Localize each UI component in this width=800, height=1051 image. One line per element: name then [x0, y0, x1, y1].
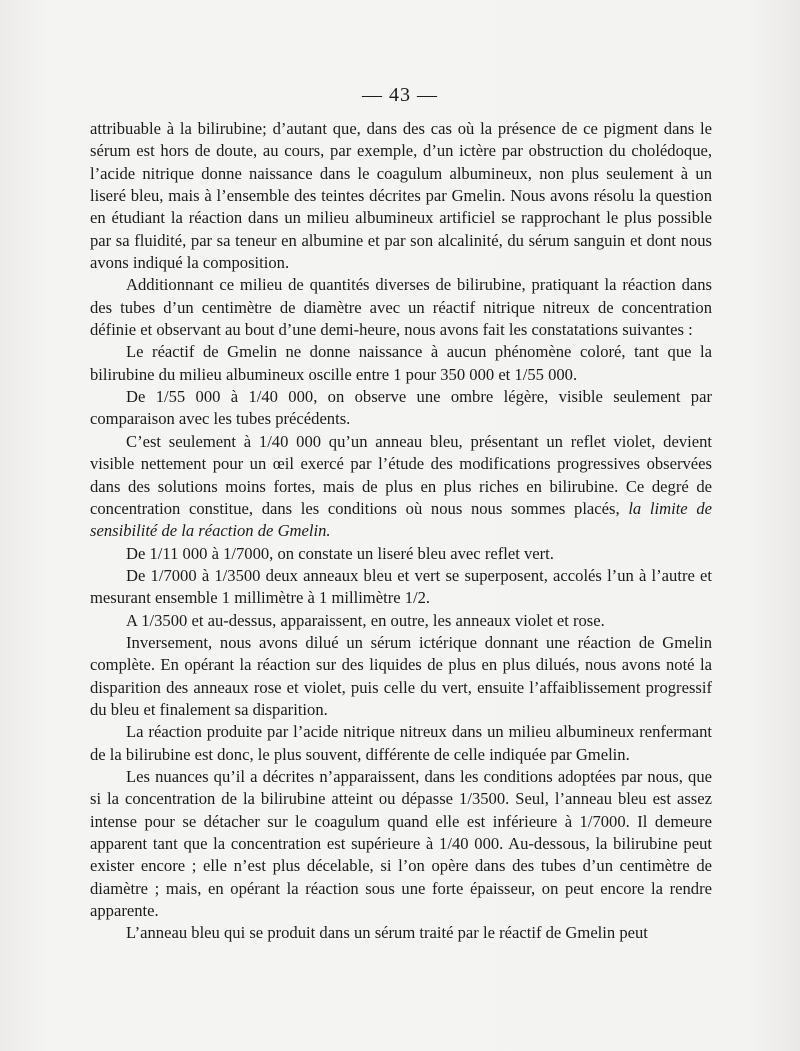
italic-emphasis: la limite de sensibilité de la réaction de Gmelin. — [90, 498, 713, 541]
paragraph: Le réactif de Gmelin ne donne naissance à aucun phénomène coloré, tant que la bilirubine du milieu albumineux oscille entre 1 pour 350 000 et 1/55 000. — [90, 342, 712, 384]
page-number: — 43 — — [362, 84, 438, 106]
paragraph: La réaction produite par l’acide nitrique nitreux dans un milieu albumineux renfermant de la bilirubine est donc, le plus souvent, différente de celle indiquée par Gmelin. — [90, 722, 712, 764]
paragraph: De 1/7000 à 1/3500 deux anneaux bleu et vert se superposent, accolés l’un à l’autre et mesurant ensemble 1 millimètre à 1 millimètre 1/2. — [90, 565, 712, 608]
paragraph: A 1/3500 et au-dessus, apparaissent, en outre, les anneaux violet et rose. — [126, 610, 605, 630]
paragraph: Inversement, nous avons dilué un sérum ictérique donnant une réaction de Gmelin complète. En opérant la réaction sur des liquides de plus en plus dilués, nous avons noté la disparition des anneaux rose et violet, puis celle du vert, ensuite l’affaiblissement progressif du bleu et finalement sa disparition. — [90, 632, 712, 719]
paragraph: De 1/55 000 à 1/40 000, on observe une ombre légère, visible seulement par comparaison avec les tubes précédents. — [90, 387, 712, 429]
paragraph: C’est seulement à 1/40 000 qu’un anneau bleu, présentant un reflet violet, devient visible nettement pour un œil exercé par l’étude des modifications progressives observées dans des solutions moins fortes, mais de plus en plus riches en bilirubine. Ce degré de concentration constitue, dans les conditions où nous nous sommes placés, la limite de sensibilité de la réaction de Gmelin. — [90, 431, 713, 541]
paragraph: L’anneau bleu qui se produit dans un sérum traité par le réactif de Gmelin peut — [126, 923, 648, 943]
paragraph: De 1/11 000 à 1/7000, on constate un liseré bleu avec reflet vert. — [126, 543, 554, 563]
body-text — [90, 118, 712, 945]
paragraph: Additionnant ce milieu de quantités diverses de bilirubine, pratiquant la réaction dans des tubes d’un centimètre de diamètre avec un réactif nitrique nitreux de concentration définie et observant au bout d’une demi-heure, nous avons fait les constatations suivantes : — [90, 275, 712, 340]
paragraph: attribuable à la bilirubine; d’autant que, dans des cas où la présence de ce pigment dans le sérum est hors de doute, au cours, par exemple, d’un ictère par obstruction du cholédoque, l’acide nitrique donne naissance dans le coagulum albumineux, non plus seulement à un liseré bleu, mais à l’ensemble des teintes décrites par Gmelin. Nous avons résolu la question en étudiant la réaction dans un milieu albumineux artificiel se rapprochant le plus possible par sa fluidité, par sa teneur en albumine et par son alcalinité, du sérum sanguin et dont nous avons indiqué la composition. — [90, 119, 712, 273]
paragraph: Les nuances qu’il a décrites n’apparaissent, dans les conditions adoptées par nous, que si la concentration de la bilirubine atteint ou dépasse 1/3500. Seul, l’anneau bleu est assez intense pour se détacher sur le coagulum quand elle est inférieure à 1/7000. Il demeure apparent tant que la concentration est supérieure à 1/40 000. Au-dessous, la bilirubine peut exister encore ; elle n’est plus décelable, si l’on opère dans des tubes d’un centimètre de diamètre ; mais, en opérant la réaction sous une forte épaisseur, on peut encore la rendre apparente. — [90, 766, 712, 921]
